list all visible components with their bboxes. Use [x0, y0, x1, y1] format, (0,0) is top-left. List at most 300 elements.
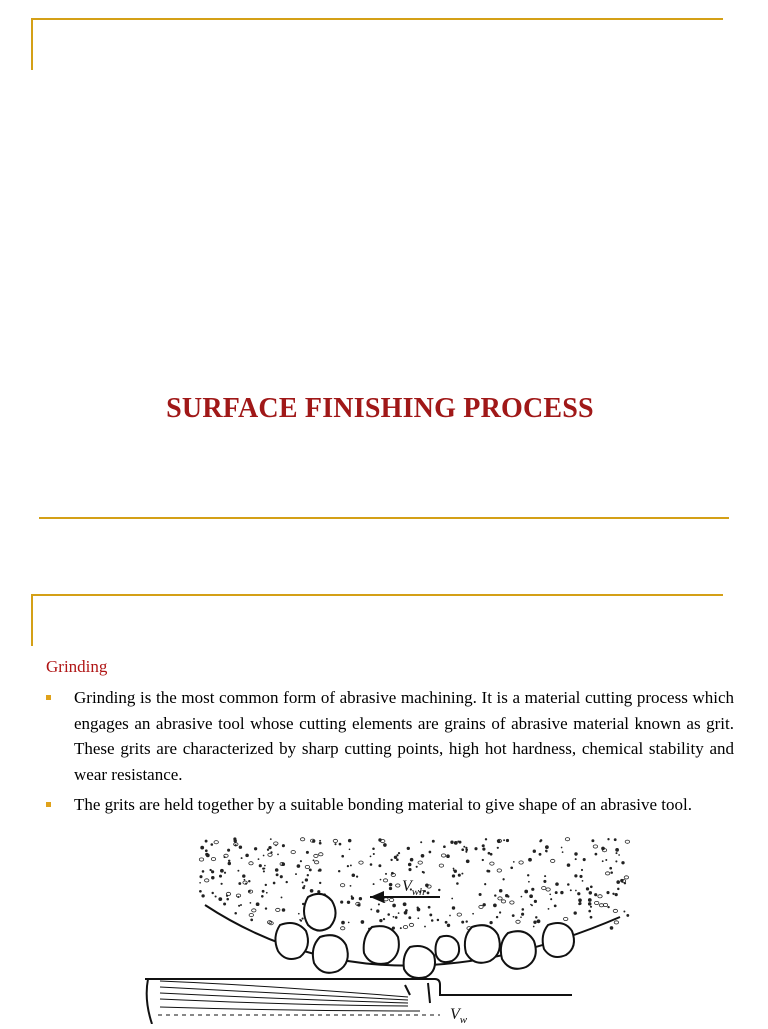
bond-particle: [605, 859, 607, 861]
bond-particle: [314, 854, 318, 857]
bond-particle: [297, 864, 301, 868]
bond-particle: [244, 879, 246, 881]
left-rule: [31, 18, 33, 70]
bond-particle: [392, 904, 396, 908]
bond-particle: [555, 882, 559, 886]
bond-particle: [394, 856, 397, 859]
workpiece-surface: [145, 979, 572, 995]
bond-particle: [310, 889, 314, 893]
bond-particle: [276, 908, 280, 911]
bond-particle: [410, 858, 414, 862]
bond-particle: [465, 851, 467, 853]
bond-particle: [458, 874, 461, 877]
bond-particle: [318, 870, 320, 872]
bond-particle: [300, 860, 302, 862]
bond-particle: [370, 856, 372, 858]
bond-particle: [484, 883, 486, 885]
bond-particle: [497, 847, 499, 849]
bond-particle: [356, 875, 358, 877]
bond-particle: [376, 909, 379, 912]
bond-particle: [250, 902, 252, 904]
bond-particle: [590, 885, 593, 888]
bond-particle: [256, 902, 260, 906]
bond-particle: [542, 887, 546, 890]
bond-particle: [594, 893, 597, 896]
bond-particle: [443, 845, 446, 848]
bond-particle: [479, 905, 483, 908]
bond-particle: [313, 859, 315, 861]
bond-particle: [529, 894, 533, 898]
bond-particle: [575, 858, 577, 860]
bond-particle: [614, 838, 617, 841]
bond-particle: [305, 878, 308, 881]
bond-particle: [423, 871, 425, 873]
bond-particle: [242, 874, 245, 877]
bond-particle: [578, 898, 582, 902]
bond-particle: [373, 853, 375, 855]
bullet-text: Grinding is the most common form of abrasive machining. It is a material cutting process which engages an abrasive tool whose cutting elements are grains of abrasive material known as grit. These grits are characterized by sharp cutting points, high hot hardness, chemical stability and wear resistance.: [74, 688, 734, 784]
bond-particle: [421, 854, 425, 858]
bond-particle: [465, 849, 468, 852]
bond-particle: [513, 861, 515, 863]
bond-particle: [226, 898, 229, 901]
bond-particle: [555, 891, 558, 894]
bond-particle: [205, 853, 208, 856]
bond-particle: [270, 838, 272, 840]
bond-particle: [211, 892, 213, 894]
bond-particle: [545, 845, 549, 849]
bond-particle: [621, 861, 624, 864]
bond-particle: [516, 920, 520, 923]
bond-particle: [238, 882, 241, 885]
bond-particle: [398, 912, 400, 914]
bond-particle: [379, 919, 382, 922]
bond-particle: [357, 903, 360, 906]
bond-particle: [224, 856, 226, 858]
bond-particle: [295, 873, 297, 875]
bond-particle: [201, 894, 204, 897]
bullet-square-icon: [46, 802, 51, 807]
bond-particle: [570, 889, 572, 891]
bond-particle: [499, 911, 501, 913]
bond-particle: [268, 846, 271, 849]
list-item: [46, 685, 734, 787]
bond-particle: [615, 848, 619, 852]
bond-particle: [282, 844, 285, 847]
bond-particles: [199, 837, 630, 930]
chip-lines: [158, 981, 440, 1015]
bond-particle: [496, 916, 498, 918]
bond-particle: [497, 840, 500, 843]
bond-particle: [601, 847, 605, 851]
bond-particle: [259, 864, 262, 867]
bond-particle: [445, 921, 448, 924]
bond-particle: [490, 862, 494, 865]
bond-particle: [618, 854, 620, 856]
bond-particle: [615, 893, 618, 896]
bond-particle: [614, 921, 618, 924]
bond-particle: [560, 891, 563, 894]
bond-particle: [624, 882, 626, 884]
bond-particle: [510, 866, 513, 869]
bond-particle: [531, 888, 534, 891]
bond-particle: [265, 907, 267, 909]
bond-particle: [438, 889, 440, 891]
bond-particle: [493, 904, 497, 908]
work-velocity-label: $V_w$: [450, 1006, 468, 1024]
grinding-diagram-svg: [140, 835, 660, 1024]
bond-particle: [263, 868, 265, 870]
bond-particle: [249, 914, 253, 917]
bond-particle: [575, 890, 577, 892]
bond-particle: [479, 893, 482, 896]
bond-particle: [610, 926, 614, 930]
bond-particle: [359, 861, 363, 864]
bond-particle: [319, 882, 321, 884]
bond-particle: [530, 904, 532, 906]
bond-particle: [383, 879, 387, 882]
bond-particle: [249, 862, 253, 865]
bond-particle: [616, 880, 620, 884]
bond-particle: [615, 860, 617, 862]
bond-particle: [454, 870, 457, 873]
bond-particle: [510, 901, 514, 904]
bond-particle: [390, 859, 392, 861]
bond-particle: [429, 851, 432, 854]
bond-particle: [286, 881, 288, 883]
bond-particle: [550, 898, 552, 900]
bond-particle: [501, 900, 505, 903]
bond-particle: [452, 874, 455, 877]
bond-particle: [305, 865, 309, 868]
bond-particle: [215, 895, 217, 897]
bond-particle: [454, 841, 458, 845]
bond-particle: [400, 927, 402, 929]
bond-particle: [339, 843, 342, 846]
bond-particle: [497, 869, 501, 872]
bond-particle: [228, 862, 231, 865]
bond-particle: [393, 916, 395, 918]
bond-particle: [540, 839, 543, 842]
bond-particle: [498, 897, 502, 900]
bond-particle: [534, 900, 537, 903]
bond-particle: [300, 838, 304, 841]
bond-particle: [302, 887, 305, 890]
bond-particle: [233, 837, 236, 840]
bond-particle: [519, 861, 523, 864]
bond-particle: [389, 887, 392, 890]
bond-particle: [234, 912, 237, 915]
bond-particle: [589, 891, 592, 894]
bond-particle: [403, 902, 407, 906]
bond-particle: [522, 908, 525, 911]
bond-particle: [370, 908, 372, 910]
arrow-head-icon: [370, 891, 384, 903]
bond-particle: [405, 909, 408, 912]
bond-particle: [625, 840, 629, 843]
bond-particle: [205, 879, 209, 882]
bond-particle: [223, 903, 226, 906]
bond-particle: [416, 866, 418, 868]
bond-particle: [205, 840, 208, 843]
bond-particle: [451, 898, 453, 900]
bond-particle: [398, 852, 400, 854]
bond-particle: [424, 926, 426, 928]
bond-particle: [218, 897, 222, 901]
bond-particle: [258, 858, 260, 860]
bond-particle: [528, 881, 530, 883]
bond-particle: [264, 865, 266, 867]
bond-particle: [567, 883, 570, 886]
bond-particle: [302, 918, 304, 920]
bond-particle: [609, 867, 612, 870]
bullet-square-icon: [46, 695, 51, 700]
bond-particle: [263, 855, 265, 857]
bond-particle: [466, 920, 468, 922]
bond-particle: [574, 874, 577, 877]
bond-particle: [561, 847, 563, 849]
bond-particle: [248, 880, 250, 882]
bond-particle: [407, 847, 410, 850]
bond-particle: [417, 917, 419, 919]
bond-particle: [586, 887, 589, 890]
bond-particle: [549, 893, 551, 895]
bond-particle: [456, 882, 459, 885]
bond-particle: [333, 839, 337, 842]
bond-particle: [254, 847, 257, 850]
bond-particle: [352, 874, 356, 878]
bond-particle: [524, 890, 528, 894]
bond-particle: [385, 873, 387, 875]
bond-particle: [588, 898, 592, 902]
bond-particle: [224, 872, 226, 874]
bond-particle: [579, 875, 582, 878]
bond-particle: [591, 839, 594, 842]
bond-particle: [299, 919, 301, 921]
bond-particle: [240, 904, 242, 906]
bond-particle: [533, 850, 536, 853]
bond-particle: [574, 852, 577, 855]
bond-particle: [457, 913, 461, 916]
bond-particle: [341, 921, 345, 925]
bond-particle: [482, 844, 485, 847]
bond-particle: [546, 851, 548, 853]
bond-particle: [238, 905, 240, 907]
bond-particle: [383, 918, 385, 920]
bond-particle: [503, 839, 505, 841]
abrasive-grits: [275, 894, 574, 978]
bond-particle: [277, 854, 279, 856]
bond-particle: [548, 908, 550, 910]
bond-particle: [199, 875, 202, 878]
bond-particle: [396, 858, 399, 861]
bond-particle: [372, 848, 375, 851]
bond-particle: [583, 858, 586, 861]
bond-particle: [429, 913, 432, 916]
bond-particle: [276, 873, 279, 876]
contact-marker: [405, 985, 410, 995]
bond-particle: [265, 884, 267, 886]
bond-particle: [370, 863, 373, 866]
bond-particle: [261, 895, 264, 898]
bond-particle: [427, 891, 430, 894]
bond-particle: [307, 874, 309, 876]
bond-particle: [309, 868, 312, 871]
bond-particle: [452, 906, 455, 909]
bond-particle: [567, 863, 571, 867]
bond-particle: [199, 858, 203, 861]
bond-particle: [384, 898, 388, 901]
bond-particle: [432, 840, 435, 843]
bond-particle: [607, 838, 609, 840]
wheel-velocity-label: $V_{wh}$: [402, 878, 425, 898]
bond-particle: [577, 892, 580, 895]
bond-particle: [562, 851, 564, 853]
bond-particle: [472, 913, 474, 915]
bond-particle: [395, 916, 398, 919]
bond-particle: [535, 916, 537, 918]
bond-particle: [489, 921, 492, 924]
bond-particle: [590, 906, 592, 908]
bond-particle: [425, 883, 429, 887]
bond-particle: [506, 839, 509, 842]
bond-particle: [250, 919, 253, 922]
bond-particle: [447, 924, 450, 927]
bond-particle: [245, 854, 249, 858]
bond-particle: [262, 890, 265, 893]
bond-particle: [226, 892, 230, 895]
section-heading: Grinding: [46, 657, 108, 676]
bond-particle: [403, 926, 407, 929]
bond-particle: [396, 854, 398, 856]
bond-particle: [613, 909, 617, 912]
bond-particle: [263, 870, 265, 872]
bond-particle: [338, 870, 340, 872]
bond-particle: [347, 901, 350, 904]
bond-particle: [588, 910, 591, 913]
bond-particle: [428, 906, 431, 909]
bond-particle: [551, 859, 555, 862]
bond-particle: [595, 853, 598, 856]
bond-particle: [408, 863, 412, 867]
bond-particle: [482, 859, 484, 861]
bond-particle: [482, 848, 485, 851]
bond-particle: [219, 875, 222, 878]
bond-particle: [437, 919, 439, 921]
bond-particle: [319, 842, 322, 845]
grinding-diagram: [140, 835, 660, 1024]
bond-particle: [446, 854, 450, 858]
bond-particle: [581, 869, 583, 871]
bond-particle: [420, 841, 422, 843]
bond-particle: [624, 876, 628, 879]
bond-particle: [268, 853, 272, 856]
bond-particle: [544, 875, 546, 877]
bond-particle: [252, 909, 256, 912]
bond-particle: [450, 841, 453, 844]
bond-particle: [202, 870, 205, 873]
bond-particle: [302, 881, 304, 883]
bond-particle: [389, 883, 393, 887]
workpiece-edge: [147, 979, 152, 1024]
bond-particle: [502, 878, 504, 880]
bond-particle: [579, 902, 582, 905]
bond-particle: [267, 849, 269, 851]
bond-particle: [281, 896, 283, 898]
bond-particle: [494, 894, 496, 896]
bond-particle: [389, 898, 393, 901]
bond-particle: [373, 883, 375, 885]
bond-particle: [459, 841, 462, 844]
bullet-text: The grits are held together by a suitable bonding material to give shape of an abrasive tool.: [74, 795, 692, 814]
bond-particle: [606, 891, 609, 894]
bond-particle: [485, 838, 487, 840]
list-item: [46, 789, 734, 821]
bond-particle: [211, 876, 214, 879]
slide-title: SURFACE FINISHING PROCESS: [166, 393, 594, 424]
bond-particle: [590, 916, 593, 919]
bond-particle: [280, 875, 283, 878]
bond-particle: [348, 839, 352, 843]
bond-particle: [211, 858, 215, 861]
bond-particle: [396, 884, 400, 887]
bond-particle: [528, 858, 532, 862]
bond-particle: [228, 860, 230, 862]
bond-particle: [319, 840, 321, 842]
bond-particle: [564, 917, 568, 920]
bond-particle: [378, 864, 381, 867]
bond-particle: [221, 883, 223, 885]
bond-particle: [537, 919, 541, 923]
bond-particle: [521, 896, 523, 898]
bond-particle: [409, 923, 413, 926]
bond-particle: [348, 922, 350, 924]
bond-particle: [449, 915, 451, 917]
bond-particle: [210, 843, 213, 846]
bond-particle: [505, 894, 508, 897]
bond-particle: [441, 854, 445, 857]
bond-particle: [417, 907, 419, 909]
bond-particle: [408, 916, 411, 919]
bond-particle: [486, 870, 489, 873]
bond-particle: [214, 841, 218, 844]
bond-particle: [474, 847, 477, 850]
bond-particle: [461, 848, 464, 851]
bond-particle: [418, 861, 422, 864]
bond-particle: [211, 870, 214, 873]
bond-particle: [595, 901, 599, 904]
bond-particle: [521, 913, 524, 916]
bond-particle: [220, 869, 224, 873]
bond-particle: [431, 919, 434, 922]
bond-particle: [610, 871, 613, 874]
bond-particle: [205, 849, 208, 852]
bond-particle: [351, 895, 353, 897]
bond-particle: [239, 845, 242, 848]
bond-particle: [588, 902, 592, 906]
bond-particle: [533, 926, 535, 928]
bond-particle: [543, 880, 546, 883]
bottom-rule: [39, 517, 729, 519]
bond-particle: [378, 903, 380, 905]
bond-particle: [574, 911, 577, 914]
bond-particle: [306, 851, 309, 854]
bond-particle: [565, 838, 569, 841]
bond-particle: [347, 865, 349, 867]
bond-particle: [463, 846, 465, 848]
bond-particle: [359, 897, 362, 900]
left-rule: [31, 594, 33, 646]
